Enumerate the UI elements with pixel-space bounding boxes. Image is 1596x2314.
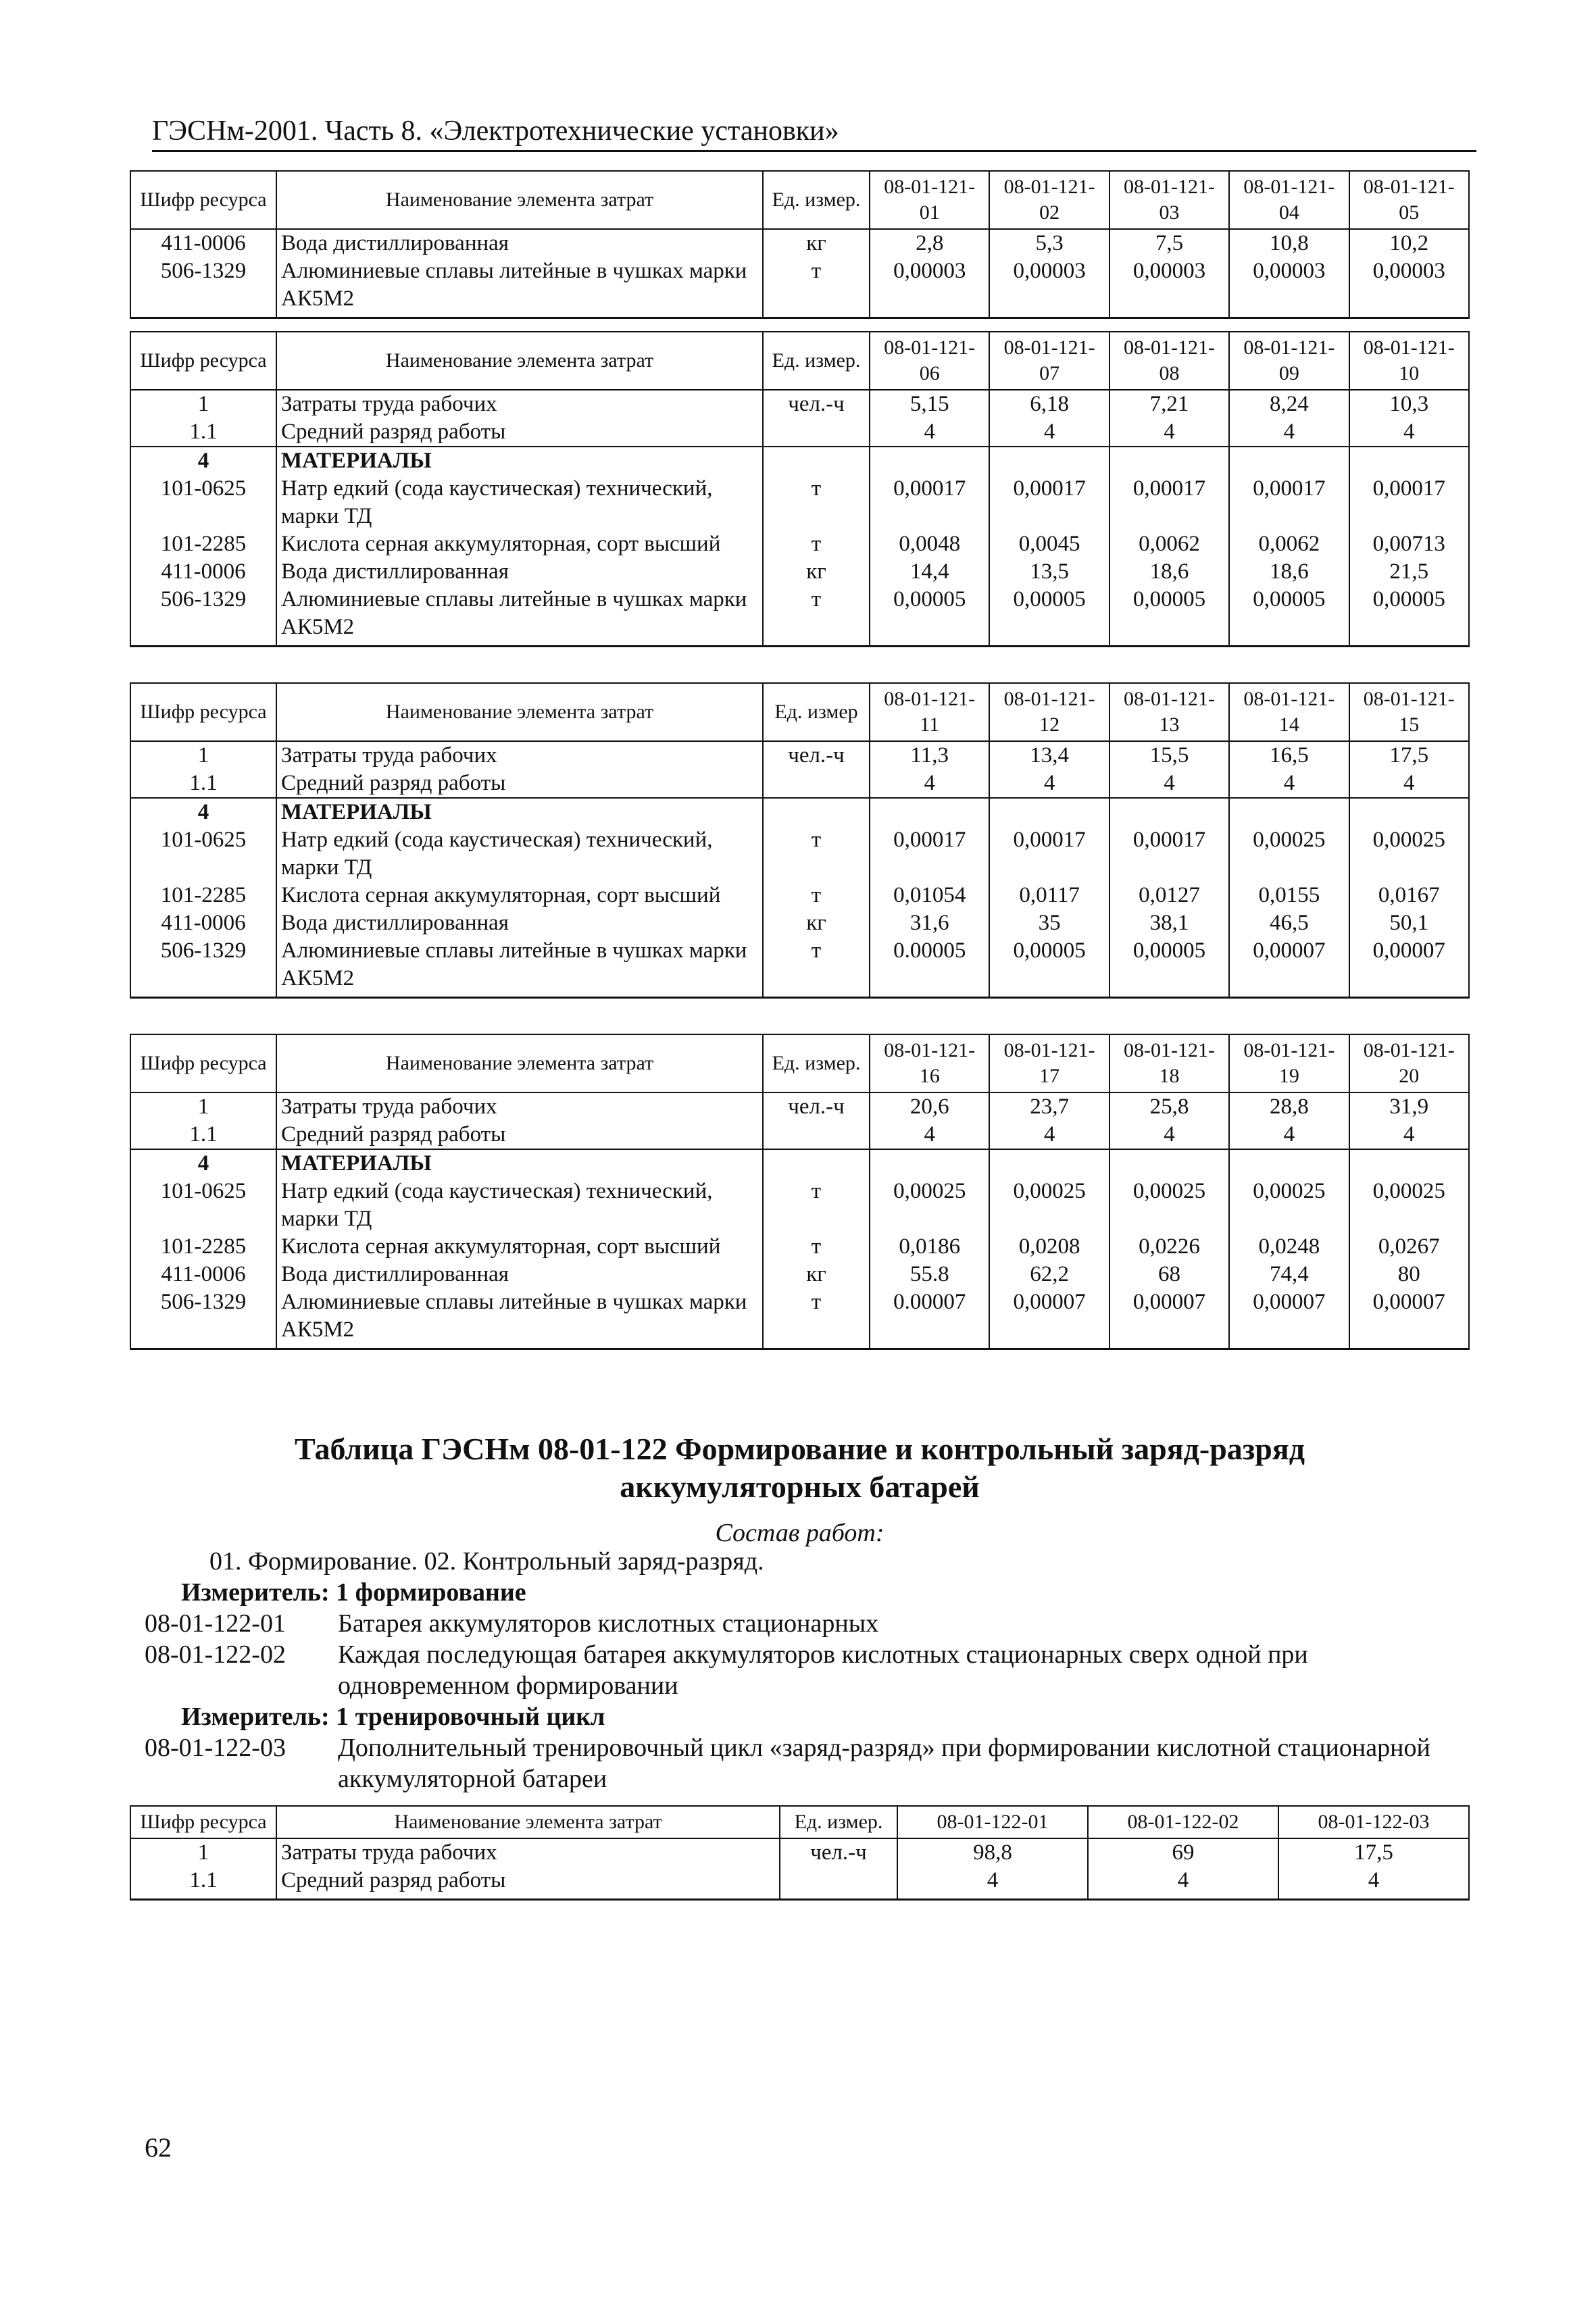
cell-resource-name: Вода дистиллированная <box>276 909 763 937</box>
norm-table <box>130 170 1470 319</box>
col-header-norm-code: 08-01-121-09 <box>1229 332 1349 390</box>
table-header-row <box>130 683 1469 741</box>
cell-resource-code: 411-0006 <box>130 558 276 586</box>
cell-value: 16,5 <box>1229 741 1349 770</box>
cell-value: 17,5 <box>1278 1838 1469 1867</box>
cell-value: 0,00017 <box>870 826 989 882</box>
cell-resource-name: Вода дистиллированная <box>276 558 763 586</box>
table-header-row <box>130 1806 1469 1838</box>
cell-resource-code: 411-0006 <box>130 1261 276 1288</box>
cell-value: 38,1 <box>1109 909 1229 937</box>
section-title <box>130 1430 1470 1506</box>
cell-value: 69 <box>1088 1838 1278 1867</box>
cell-resource-code: 101-2285 <box>130 882 276 909</box>
cell-resource-name: МАТЕРИАЛЫ <box>276 1149 763 1178</box>
cell-value <box>1349 1149 1469 1178</box>
norm-table <box>130 331 1470 647</box>
col-header-norm-code: 08-01-121-02 <box>989 171 1109 229</box>
cell-value: 4 <box>1109 1121 1229 1149</box>
table-row <box>130 475 1469 530</box>
col-header-unit: Ед. измер <box>763 683 870 741</box>
work-steps: 01. Формирование. 02. Контрольный заряд-разряд. <box>209 1547 764 1576</box>
cell-value <box>1229 1149 1349 1178</box>
cell-value: 6,18 <box>989 390 1109 418</box>
cell-value: 0,00025 <box>870 1178 989 1233</box>
cell-value: 2,8 <box>870 229 989 257</box>
cell-resource-name: Затраты труда рабочих <box>276 741 763 770</box>
cell-value <box>870 447 989 475</box>
cell-value: 4 <box>1229 1121 1349 1149</box>
cell-value: 5,3 <box>989 229 1109 257</box>
cell-value: 13,4 <box>989 741 1109 770</box>
cell-unit <box>763 1149 870 1178</box>
table-row <box>130 530 1469 558</box>
col-header-norm-code: 08-01-122-03 <box>1278 1806 1469 1838</box>
cell-unit: чел.-ч <box>763 390 870 418</box>
cell-unit: т <box>763 826 870 882</box>
cell-unit: кг <box>763 558 870 586</box>
cell-resource-name: Алюминиевые сплавы литейные в чушках марки АК5М2 <box>276 937 763 998</box>
cell-value: 0,00007 <box>989 1288 1109 1349</box>
page-number: 62 <box>145 2132 172 2163</box>
work-item <box>145 1639 1469 1701</box>
cell-value: 0,00003 <box>1229 257 1349 318</box>
work-item-text: Батарея аккумуляторов кислотных стационарных <box>338 1609 879 1638</box>
cell-value: 21,5 <box>1349 558 1469 586</box>
table-header-row <box>130 332 1469 390</box>
cell-resource-code: 1.1 <box>130 1867 276 1900</box>
table-row <box>130 1261 1469 1288</box>
table-row <box>130 586 1469 647</box>
cell-value: 0,0062 <box>1109 530 1229 558</box>
cell-value: 35 <box>989 909 1109 937</box>
cell-resource-name: Натр едкий (сода каустическая) технический, марки ТД <box>276 826 763 882</box>
cell-resource-name: Алюминиевые сплавы литейные в чушках марки АК5М2 <box>276 257 763 318</box>
table-row <box>130 909 1469 937</box>
cell-resource-code: 411-0006 <box>130 909 276 937</box>
table-row <box>130 1178 1469 1233</box>
cell-resource-name: Кислота серная аккумуляторная, сорт высший <box>276 1233 763 1261</box>
cell-value: 0,0248 <box>1229 1233 1349 1261</box>
cell-unit: чел.-ч <box>763 1092 870 1121</box>
cell-value: 5,15 <box>870 390 989 418</box>
cell-value: 10,8 <box>1229 229 1349 257</box>
cell-resource-code: 101-2285 <box>130 530 276 558</box>
col-header-unit: Ед. измер. <box>763 1034 870 1092</box>
cell-resource-code: 506-1329 <box>130 257 276 318</box>
table-row <box>130 1288 1469 1349</box>
cell-resource-name: Вода дистиллированная <box>276 1261 763 1288</box>
cell-value: 0,0048 <box>870 530 989 558</box>
cell-value <box>1229 798 1349 826</box>
norm-table-2 <box>130 331 1470 647</box>
table-row <box>130 1092 1469 1121</box>
col-header-name: Наименование элемента затрат <box>276 1806 780 1838</box>
cell-resource-code: 4 <box>130 1149 276 1178</box>
cell-resource-code: 4 <box>130 798 276 826</box>
cell-value: 15,5 <box>1109 741 1229 770</box>
cell-unit: т <box>763 1178 870 1233</box>
col-header-norm-code: 08-01-121-12 <box>989 683 1109 741</box>
cell-resource-name: Затраты труда рабочих <box>276 1838 780 1867</box>
composition-label: Состав работ: <box>715 1519 884 1547</box>
cell-unit: т <box>763 882 870 909</box>
cell-resource-code: 1 <box>130 1092 276 1121</box>
cell-value: 0,00007 <box>1229 937 1349 998</box>
col-header-norm-code: 08-01-121-20 <box>1349 1034 1469 1092</box>
table-row <box>130 418 1469 447</box>
work-item-code: 08-01-122-03 <box>145 1734 286 1762</box>
cell-value: 0,00005 <box>1349 586 1469 647</box>
cell-value <box>1109 798 1229 826</box>
section-title-line2: аккумуляторных батарей <box>620 1469 980 1504</box>
cell-resource-code: 101-0625 <box>130 826 276 882</box>
cell-value: 13,5 <box>989 558 1109 586</box>
work-item-text: Каждая последующая батарея аккумуляторов кислотных стационарных сверх одной при одновременном формировании <box>338 1640 1308 1700</box>
col-header-norm-code: 08-01-121-14 <box>1229 683 1349 741</box>
norm-table-4 <box>130 1034 1470 1350</box>
col-header-norm-code: 08-01-121-11 <box>870 683 989 741</box>
table-row <box>130 229 1469 257</box>
table-row <box>130 770 1469 798</box>
cell-value: 4 <box>989 418 1109 447</box>
cell-resource-name: МАТЕРИАЛЫ <box>276 447 763 475</box>
cell-unit: т <box>763 1288 870 1349</box>
table-row <box>130 882 1469 909</box>
cell-value: 7,21 <box>1109 390 1229 418</box>
cell-unit: т <box>763 586 870 647</box>
cell-resource-name: Алюминиевые сплавы литейные в чушках марки АК5М2 <box>276 586 763 647</box>
cell-value: 28,8 <box>1229 1092 1349 1121</box>
cell-resource-name: МАТЕРИАЛЫ <box>276 798 763 826</box>
cell-value: 0,00005 <box>1109 586 1229 647</box>
cell-resource-code: 101-2285 <box>130 1233 276 1261</box>
cell-value <box>1349 798 1469 826</box>
norm-table-5 <box>130 1805 1470 1901</box>
cell-value: 0,00017 <box>1229 475 1349 530</box>
col-header-norm-code: 08-01-121-10 <box>1349 332 1469 390</box>
cell-resource-code: 506-1329 <box>130 937 276 998</box>
cell-unit: кг <box>763 1261 870 1288</box>
cell-value: 0,00713 <box>1349 530 1469 558</box>
cell-value: 0,0167 <box>1349 882 1469 909</box>
cell-value <box>1109 1149 1229 1178</box>
col-header-norm-code: 08-01-121-16 <box>870 1034 989 1092</box>
cell-value: 0,00007 <box>1109 1288 1229 1349</box>
table-row <box>130 1149 1469 1178</box>
col-header-norm-code: 08-01-121-05 <box>1349 171 1469 229</box>
cell-value: 4 <box>1349 1121 1469 1149</box>
cell-resource-name: Затраты труда рабочих <box>276 390 763 418</box>
cell-value: 11,3 <box>870 741 989 770</box>
col-header-name: Наименование элемента затрат <box>276 1034 763 1092</box>
cell-value: 0,00025 <box>1229 1178 1349 1233</box>
col-header-norm-code: 08-01-121-03 <box>1109 171 1229 229</box>
cell-value: 31,9 <box>1349 1092 1469 1121</box>
col-header-norm-code: 08-01-121-07 <box>989 332 1109 390</box>
table-row <box>130 447 1469 475</box>
cell-value: 14,4 <box>870 558 989 586</box>
work-item <box>145 1608 1469 1639</box>
cell-value: 0,00003 <box>989 257 1109 318</box>
cell-value: 0,00005 <box>870 586 989 647</box>
cell-unit: т <box>763 257 870 318</box>
col-header-norm-code: 08-01-121-08 <box>1109 332 1229 390</box>
cell-value <box>870 798 989 826</box>
cell-value: 18,6 <box>1229 558 1349 586</box>
norm-table <box>130 682 1470 999</box>
cell-resource-code: 1 <box>130 741 276 770</box>
cell-value: 0,0267 <box>1349 1233 1469 1261</box>
cell-value: 4 <box>989 1121 1109 1149</box>
cell-unit <box>763 418 870 447</box>
cell-unit: кг <box>763 909 870 937</box>
cell-value: 0,0208 <box>989 1233 1109 1261</box>
work-item-code: 08-01-122-01 <box>145 1609 286 1638</box>
cell-unit <box>780 1867 897 1900</box>
col-header-norm-code: 08-01-121-04 <box>1229 171 1349 229</box>
cell-unit: т <box>763 530 870 558</box>
table-row <box>130 257 1469 318</box>
cell-value: 4 <box>1109 770 1229 798</box>
cell-value: 0,00005 <box>1229 586 1349 647</box>
cell-resource-name: Средний разряд работы <box>276 770 763 798</box>
table-row <box>130 558 1469 586</box>
cell-value: 4 <box>897 1867 1088 1900</box>
cell-resource-code: 101-0625 <box>130 1178 276 1233</box>
table-row <box>130 826 1469 882</box>
cell-value: 23,7 <box>989 1092 1109 1121</box>
col-header-code: Шифр ресурса <box>130 1806 276 1838</box>
col-header-norm-code: 08-01-121-18 <box>1109 1034 1229 1092</box>
cell-unit <box>763 798 870 826</box>
cell-value <box>989 447 1109 475</box>
cell-resource-code: 1.1 <box>130 770 276 798</box>
col-header-code: Шифр ресурса <box>130 1034 276 1092</box>
cell-value: 0,00017 <box>989 475 1109 530</box>
cell-value: 0,00017 <box>1349 475 1469 530</box>
cell-value: 68 <box>1109 1261 1229 1288</box>
col-header-code: Шифр ресурса <box>130 683 276 741</box>
cell-resource-code: 506-1329 <box>130 1288 276 1349</box>
col-header-norm-code: 08-01-121-06 <box>870 332 989 390</box>
cell-resource-code: 411-0006 <box>130 229 276 257</box>
cell-value: 7,5 <box>1109 229 1229 257</box>
col-header-name: Наименование элемента затрат <box>276 332 763 390</box>
table-row <box>130 1233 1469 1261</box>
table-header-row <box>130 171 1469 229</box>
cell-unit: т <box>763 1233 870 1261</box>
cell-value: 18,6 <box>1109 558 1229 586</box>
norm-table <box>130 1805 1470 1901</box>
cell-unit: т <box>763 475 870 530</box>
col-header-name: Наименование элемента затрат <box>276 683 763 741</box>
cell-value: 0.00007 <box>870 1288 989 1349</box>
cell-value: 4 <box>1349 770 1469 798</box>
cell-resource-code: 1 <box>130 390 276 418</box>
cell-value: 0,00003 <box>1349 257 1469 318</box>
table-row <box>130 937 1469 998</box>
col-header-code: Шифр ресурса <box>130 332 276 390</box>
cell-value: 0,00025 <box>1349 1178 1469 1233</box>
col-header-norm-code: 08-01-122-01 <box>897 1806 1088 1838</box>
cell-value: 0,00005 <box>989 937 1109 998</box>
cell-resource-name: Вода дистиллированная <box>276 229 763 257</box>
cell-value: 4 <box>1088 1867 1278 1900</box>
work-item-code: 08-01-122-02 <box>145 1640 286 1669</box>
cell-value: 17,5 <box>1349 741 1469 770</box>
cell-unit <box>763 770 870 798</box>
cell-resource-name: Кислота серная аккумуляторная, сорт высший <box>276 530 763 558</box>
cell-resource-code: 1.1 <box>130 1121 276 1149</box>
norm-table <box>130 1034 1470 1350</box>
cell-value: 74,4 <box>1229 1261 1349 1288</box>
cell-value: 0,0155 <box>1229 882 1349 909</box>
cell-resource-name: Натр едкий (сода каустическая) технический, марки ТД <box>276 475 763 530</box>
cell-value: 4 <box>870 418 989 447</box>
col-header-unit: Ед. измер. <box>780 1806 897 1838</box>
cell-value: 10,2 <box>1349 229 1469 257</box>
work-item <box>145 1732 1469 1794</box>
table-row <box>130 390 1469 418</box>
col-header-norm-code: 08-01-121-01 <box>870 171 989 229</box>
section-title-line1: Таблица ГЭСНм 08-01-122 Формирование и контрольный заряд-разряд <box>294 1432 1305 1466</box>
cell-value: 98,8 <box>897 1838 1088 1867</box>
cell-unit <box>763 447 870 475</box>
cell-value: 0,00017 <box>1109 826 1229 882</box>
cell-resource-name: Затраты труда рабочих <box>276 1092 763 1121</box>
cell-value: 25,8 <box>1109 1092 1229 1121</box>
cell-value: 4 <box>1278 1867 1469 1900</box>
table-row <box>130 741 1469 770</box>
cell-value: 0.00005 <box>870 937 989 998</box>
cell-value: 4 <box>1229 418 1349 447</box>
col-header-norm-code: 08-01-121-19 <box>1229 1034 1349 1092</box>
cell-value: 0,00017 <box>870 475 989 530</box>
meter-2: Измеритель: 1 тренировочный цикл <box>181 1703 605 1731</box>
cell-resource-name: Алюминиевые сплавы литейные в чушках марки АК5М2 <box>276 1288 763 1349</box>
table-row <box>130 1121 1469 1149</box>
meter-1: Измеритель: 1 формирование <box>181 1578 526 1607</box>
col-header-code: Шифр ресурса <box>130 171 276 229</box>
cell-value: 0,00005 <box>989 586 1109 647</box>
page-header: ГЭСНм-2001. Часть 8. «Электротехнические установки» <box>152 114 1476 152</box>
cell-value: 0,0226 <box>1109 1233 1229 1261</box>
col-header-norm-code: 08-01-121-13 <box>1109 683 1229 741</box>
cell-value: 0,00007 <box>1349 937 1469 998</box>
norm-table-3 <box>130 682 1470 999</box>
cell-value: 0,0045 <box>989 530 1109 558</box>
cell-value: 4 <box>1349 418 1469 447</box>
cell-value: 0,01054 <box>870 882 989 909</box>
cell-resource-code: 4 <box>130 447 276 475</box>
cell-value: 4 <box>870 770 989 798</box>
cell-value: 8,24 <box>1229 390 1349 418</box>
work-item-text: Дополнительный тренировочный цикл «заряд-разряд» при формировании кислотной стационарной аккумуляторной батареи <box>338 1734 1430 1793</box>
cell-value: 4 <box>870 1121 989 1149</box>
cell-value: 4 <box>1229 770 1349 798</box>
cell-value: 0,0127 <box>1109 882 1229 909</box>
cell-value <box>989 1149 1109 1178</box>
cell-value: 0,00003 <box>1109 257 1229 318</box>
cell-value <box>1229 447 1349 475</box>
col-header-name: Наименование элемента затрат <box>276 171 763 229</box>
cell-value: 0,00025 <box>1109 1178 1229 1233</box>
cell-resource-name: Натр едкий (сода каустическая) технический, марки ТД <box>276 1178 763 1233</box>
cell-value: 0,0117 <box>989 882 1109 909</box>
cell-unit: кг <box>763 229 870 257</box>
table-row <box>130 798 1469 826</box>
col-header-unit: Ед. измер. <box>763 171 870 229</box>
col-header-unit: Ед. измер. <box>763 332 870 390</box>
cell-value: 0,00025 <box>1349 826 1469 882</box>
cell-value: 10,3 <box>1349 390 1469 418</box>
cell-resource-name: Средний разряд работы <box>276 1121 763 1149</box>
table-row <box>130 1838 1469 1867</box>
cell-value: 55.8 <box>870 1261 989 1288</box>
cell-value: 0,00003 <box>870 257 989 318</box>
cell-resource-code: 1 <box>130 1838 276 1867</box>
cell-resource-code: 506-1329 <box>130 586 276 647</box>
cell-resource-name: Средний разряд работы <box>276 1867 780 1900</box>
norm-table-1 <box>130 170 1470 319</box>
cell-value: 31,6 <box>870 909 989 937</box>
cell-value: 0,00025 <box>989 1178 1109 1233</box>
cell-resource-name: Кислота серная аккумуляторная, сорт высший <box>276 882 763 909</box>
cell-unit: чел.-ч <box>763 741 870 770</box>
cell-value: 0,0186 <box>870 1233 989 1261</box>
cell-value: 4 <box>1109 418 1229 447</box>
cell-resource-code: 101-0625 <box>130 475 276 530</box>
cell-unit: чел.-ч <box>780 1838 897 1867</box>
cell-value: 4 <box>989 770 1109 798</box>
table-row <box>130 1867 1469 1900</box>
cell-value: 0,0062 <box>1229 530 1349 558</box>
table-header-row <box>130 1034 1469 1092</box>
col-header-norm-code: 08-01-122-02 <box>1088 1806 1278 1838</box>
cell-value: 50,1 <box>1349 909 1469 937</box>
cell-value <box>1349 447 1469 475</box>
cell-value <box>1109 447 1229 475</box>
cell-value <box>870 1149 989 1178</box>
cell-value: 62,2 <box>989 1261 1109 1288</box>
cell-value: 0,00005 <box>1109 937 1229 998</box>
cell-value: 20,6 <box>870 1092 989 1121</box>
cell-value: 80 <box>1349 1261 1469 1288</box>
cell-value <box>989 798 1109 826</box>
cell-value: 0,00017 <box>989 826 1109 882</box>
cell-value: 46,5 <box>1229 909 1349 937</box>
cell-value: 0,00025 <box>1229 826 1349 882</box>
cell-value: 0,00007 <box>1229 1288 1349 1349</box>
cell-resource-name: Средний разряд работы <box>276 418 763 447</box>
cell-unit: т <box>763 937 870 998</box>
cell-unit <box>763 1121 870 1149</box>
cell-value: 0,00017 <box>1109 475 1229 530</box>
col-header-norm-code: 08-01-121-17 <box>989 1034 1109 1092</box>
cell-value: 0,00007 <box>1349 1288 1469 1349</box>
col-header-norm-code: 08-01-121-15 <box>1349 683 1469 741</box>
cell-resource-code: 1.1 <box>130 418 276 447</box>
